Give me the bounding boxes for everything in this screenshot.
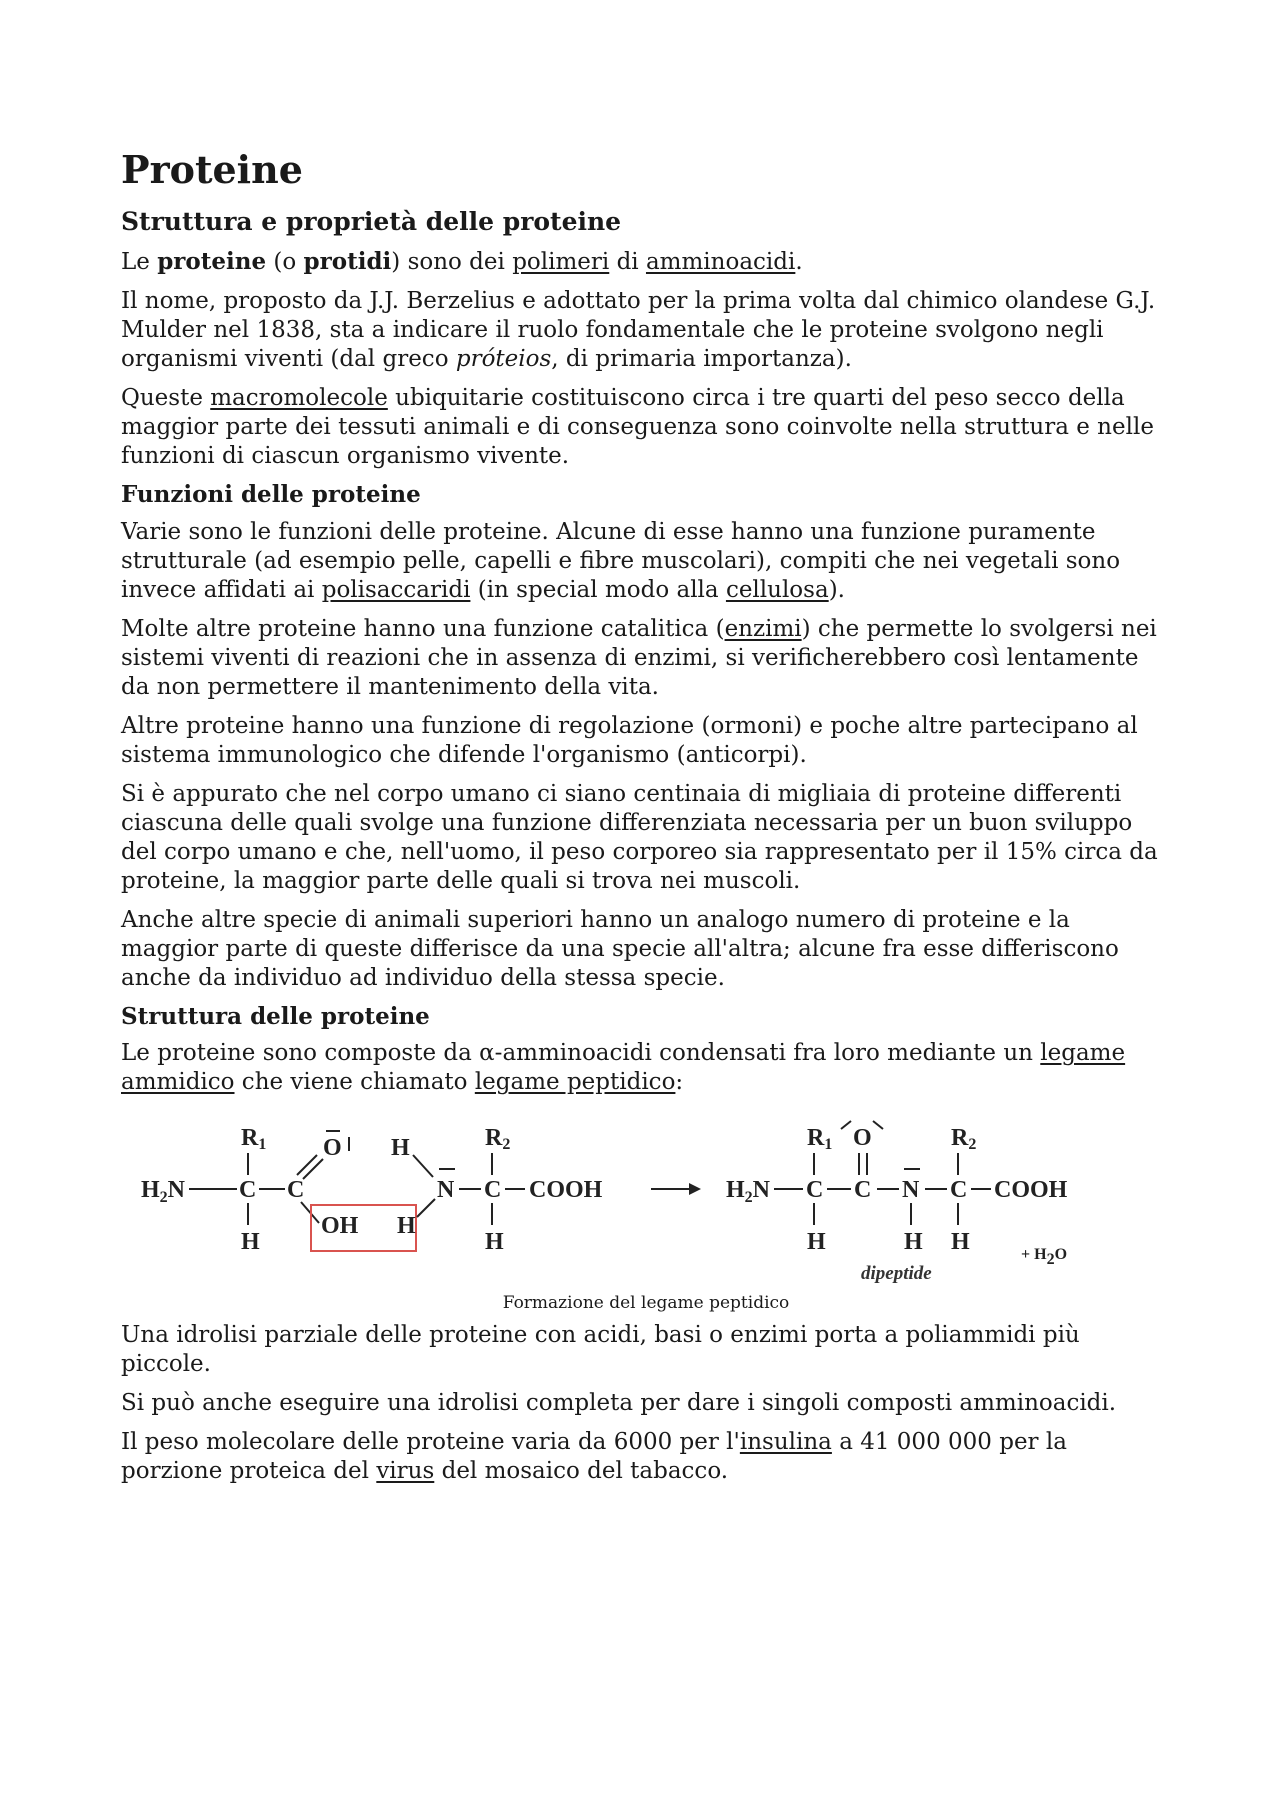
carbon-alpha-1: C <box>239 1177 257 1204</box>
paragraph-definition <box>121 247 1171 277</box>
text: Varie sono le funzioni delle proteine. Alcune di esse hanno una funzione puramente strutturale (ad esempio pelle, capelli e fibre muscolari), compiti che nei vegetali sono invece affidati ai <box>121 518 1121 603</box>
bold-term: protidi <box>303 247 392 275</box>
nitrogen-product: N <box>902 1177 920 1204</box>
reaction-arrow-icon <box>689 1183 701 1195</box>
text: Le proteine sono composte da α-amminoacidi condensati fra loro mediante un <box>121 1040 1041 1067</box>
link-cellulosa[interactable]: cellulosa <box>725 576 829 603</box>
document-page <box>121 148 1171 1496</box>
text: Molte altre proteine hanno una funzione catalitica ( <box>121 615 725 642</box>
nitrogen-2: N <box>437 1177 455 1204</box>
link-amminoacidi[interactable]: amminoacidi <box>645 248 796 275</box>
peptide-bond-figure <box>121 1107 1171 1313</box>
link-macromolecole[interactable]: macromolecole <box>210 384 388 411</box>
paragraph-structural-function <box>121 518 1171 605</box>
carbon-alpha-p1: C <box>806 1177 824 1204</box>
text: Il nome, proposto da J.J. Berzelius e adottato per la prima volta dal chimico olandese G.J. Mulder nel 1838, sta a indicare il ruolo fondamentale che le proteine svolgono negli organismi viventi (dal greco <box>121 287 1156 372</box>
link-legame-ammidico[interactable]: legame ammidico <box>121 1040 1126 1096</box>
paragraph-partial-hydrolysis: Una idrolisi parziale delle proteine con acidi, basi o enzimi porta a poliammidi più piccole. <box>121 1322 1080 1378</box>
text: Il peso molecolare delle proteine varia da 6000 per l' <box>121 1429 740 1456</box>
carbon-alpha-p2: C <box>950 1177 968 1204</box>
r2-label: R2 <box>485 1125 511 1154</box>
h2n-group: $H_2N$ <box>141 1177 186 1207</box>
h-atom: H <box>391 1135 410 1162</box>
carbon-carbonyl-1: C <box>287 1177 305 1204</box>
section-heading-structure: Struttura delle proteine <box>121 1002 430 1030</box>
r1-label: R1 <box>241 1125 267 1154</box>
paragraph-peptide-bond <box>121 1039 1171 1097</box>
link-insulina[interactable]: insulina <box>739 1429 832 1456</box>
h-atom: H <box>951 1229 970 1256</box>
page-title: Proteine <box>121 147 303 192</box>
oxygen-1: O <box>323 1135 342 1162</box>
paragraph-macromolecules <box>121 384 1171 471</box>
oxygen-product: O <box>853 1125 872 1152</box>
text: (in special modo alla <box>470 576 726 603</box>
text: ) che permette lo svolgersi nei sistemi viventi di reazioni che in assenza di enzimi, si verificherebbero così lentamente da non permettere il mantenimento della vita. <box>121 615 1157 700</box>
link-polimeri[interactable]: polimeri <box>512 248 610 275</box>
paragraph-complete-hydrolysis: Si può anche eseguire una idrolisi completa per dare i singoli composti amminoacidi. <box>121 1390 1117 1417</box>
hydroxyl-group: OH <box>321 1213 359 1240</box>
section-heading-functions: Funzioni delle proteine <box>121 480 421 508</box>
text: ). <box>828 576 845 603</box>
h2n-group-product: $H_2N$ <box>726 1177 771 1207</box>
text: Queste <box>121 384 211 411</box>
peptide-bond-diagram <box>141 1107 1151 1287</box>
text: che viene chiamato <box>234 1069 475 1096</box>
h-atom: H <box>807 1229 826 1256</box>
link-enzimi[interactable]: enzimi <box>724 615 802 642</box>
text: ubiquitarie costituiscono circa i tre quarti del peso secco della maggior parte dei tessuti animali e di conseguenza sono coinvolte nella struttura e nelle funzioni di ciascun organismo vivente. <box>121 384 1154 469</box>
bold-term: proteine <box>157 247 267 275</box>
text: di <box>609 248 646 275</box>
text: (o <box>266 248 304 275</box>
section-heading-structure-properties: Struttura e proprietà delle proteine <box>121 206 622 236</box>
dipeptide-label: dipeptide <box>861 1263 932 1285</box>
r1-label-product: R1 <box>807 1125 833 1154</box>
carbon-carbonyl-p: C <box>854 1177 872 1204</box>
link-virus[interactable]: virus <box>376 1458 435 1485</box>
italic-term: próteios <box>455 345 552 372</box>
h-atom: H <box>904 1229 923 1256</box>
text: a 41 000 000 per la porzione proteica del <box>121 1429 1067 1485</box>
paragraph-human-body: Si è appurato che nel corpo umano ci siano centinaia di migliaia di proteine differenti ciascuna delle quali svolge una funzione differenziata necessaria per un buon sviluppo del corpo umano e che, nell'uomo, il peso corporeo sia rappresentato per il 15% circa da proteine, la maggior parte delle quali si trova nei muscoli. <box>121 780 1158 894</box>
text: Le <box>121 248 158 275</box>
paragraph-regulation: Altre proteine hanno una funzione di regolazione (ormoni) e poche altre partecipano al sistema immunologico che difende l'organismo (anticorpi). <box>121 712 1138 768</box>
h-atom: H <box>485 1229 504 1256</box>
carboxyl-group-product: COOH <box>994 1177 1068 1204</box>
r2-label-product: R2 <box>951 1125 977 1154</box>
text: ) sono dei <box>391 248 513 275</box>
text: . <box>795 248 803 275</box>
h-atom: H <box>241 1229 260 1256</box>
link-legame-peptidico[interactable]: legame peptidico <box>474 1069 676 1096</box>
paragraph-name-origin <box>121 287 1171 374</box>
paragraph-other-species: Anche altre specie di animali superiori hanno un analogo numero di proteine e la maggior parte di queste differisce da una specie all'altra; alcune fra esse differiscono anche da individuo ad individuo della stessa specie. <box>121 906 1119 991</box>
water-product: + $H_2^O$ <box>1021 1246 1068 1269</box>
text: : <box>675 1069 684 1096</box>
figure-caption: Formazione del legame peptidico <box>502 1293 790 1314</box>
paragraph-molecular-weight <box>121 1428 1171 1486</box>
paragraph-catalytic-function <box>121 615 1171 702</box>
carboxyl-group: COOH <box>529 1177 603 1204</box>
text: , di primaria importanza). <box>551 345 852 372</box>
text: del mosaico del tabacco. <box>434 1458 729 1485</box>
carbon-alpha-2: C <box>484 1177 502 1204</box>
link-polisaccaridi[interactable]: polisaccaridi <box>321 576 471 603</box>
h-atom: H <box>397 1213 416 1240</box>
